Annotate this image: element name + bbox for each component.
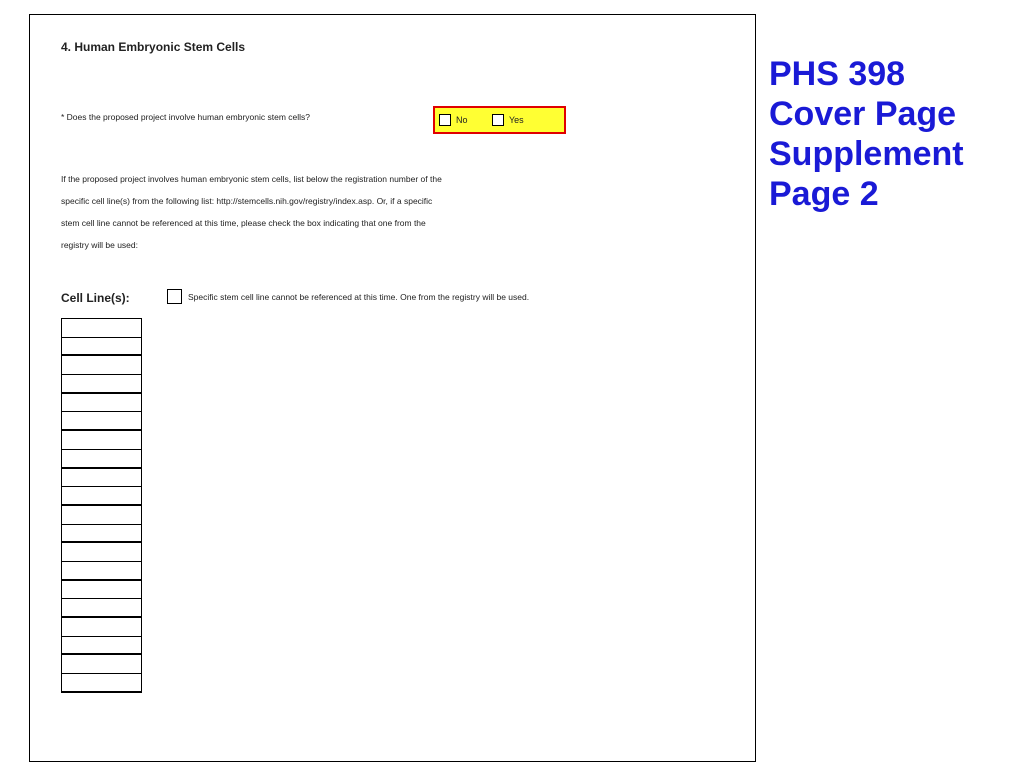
instructions-line: specific cell line(s) from the following list: http://stemcells.nih.gov/registry/index.asp. Or, if a specific xyxy=(61,196,433,206)
section-heading: 4. Human Embryonic Stem Cells xyxy=(61,40,246,54)
slide-title xyxy=(769,54,1019,214)
cell-line-input[interactable] xyxy=(62,599,141,618)
yes-option[interactable] xyxy=(492,114,524,126)
cell-line-input[interactable] xyxy=(62,525,141,544)
slide-title-line: Cover Page xyxy=(769,95,957,133)
cell-line-input[interactable] xyxy=(62,338,141,357)
cell-line-input[interactable] xyxy=(62,319,141,338)
cell-line-input[interactable] xyxy=(62,431,141,450)
cell-line-input[interactable] xyxy=(62,655,141,674)
cell-line-input[interactable] xyxy=(62,356,141,375)
cell-lines-table xyxy=(61,318,142,693)
no-option[interactable] xyxy=(439,114,468,126)
cell-line-input[interactable] xyxy=(62,562,141,581)
registry-checkbox[interactable] xyxy=(167,289,182,304)
slide-title-line: Supplement xyxy=(769,135,964,173)
cell-line-input[interactable] xyxy=(62,581,141,600)
cell-line-input[interactable] xyxy=(62,506,141,525)
cell-line-input[interactable] xyxy=(62,618,141,637)
no-checkbox[interactable] xyxy=(439,114,451,126)
form-panel xyxy=(29,14,756,762)
cell-line-input[interactable] xyxy=(62,394,141,413)
instructions-line: registry will be used: xyxy=(61,240,139,250)
instructions-line: If the proposed project involves human embryonic stem cells, list below the registration number of the xyxy=(61,174,442,184)
instructions-line: stem cell line cannot be referenced at this time, please check the box indicating that one from the xyxy=(61,218,426,228)
cell-lines-label: Cell Line(s): xyxy=(61,291,130,305)
cell-line-input[interactable] xyxy=(62,450,141,469)
no-label: No xyxy=(456,115,468,125)
cell-line-input[interactable] xyxy=(62,487,141,506)
cell-line-input[interactable] xyxy=(62,674,141,693)
slide-title-line: PHS 398 xyxy=(769,55,906,93)
cell-line-input[interactable] xyxy=(62,543,141,562)
yes-no-highlight-box xyxy=(433,106,566,134)
cell-line-input[interactable] xyxy=(62,469,141,488)
registry-option-label: Specific stem cell line cannot be referenced at this time. One from the registry will be used. xyxy=(188,291,530,302)
yes-label: Yes xyxy=(509,115,524,125)
cell-line-input[interactable] xyxy=(62,412,141,431)
cell-line-input[interactable] xyxy=(62,375,141,394)
instructions-text xyxy=(61,163,581,262)
stem-cell-question: * Does the proposed project involve human embryonic stem cells? xyxy=(61,112,310,122)
registry-option[interactable] xyxy=(167,289,529,304)
slide-title-line: Page 2 xyxy=(769,175,879,213)
cell-line-input[interactable] xyxy=(62,637,141,656)
yes-checkbox[interactable] xyxy=(492,114,504,126)
